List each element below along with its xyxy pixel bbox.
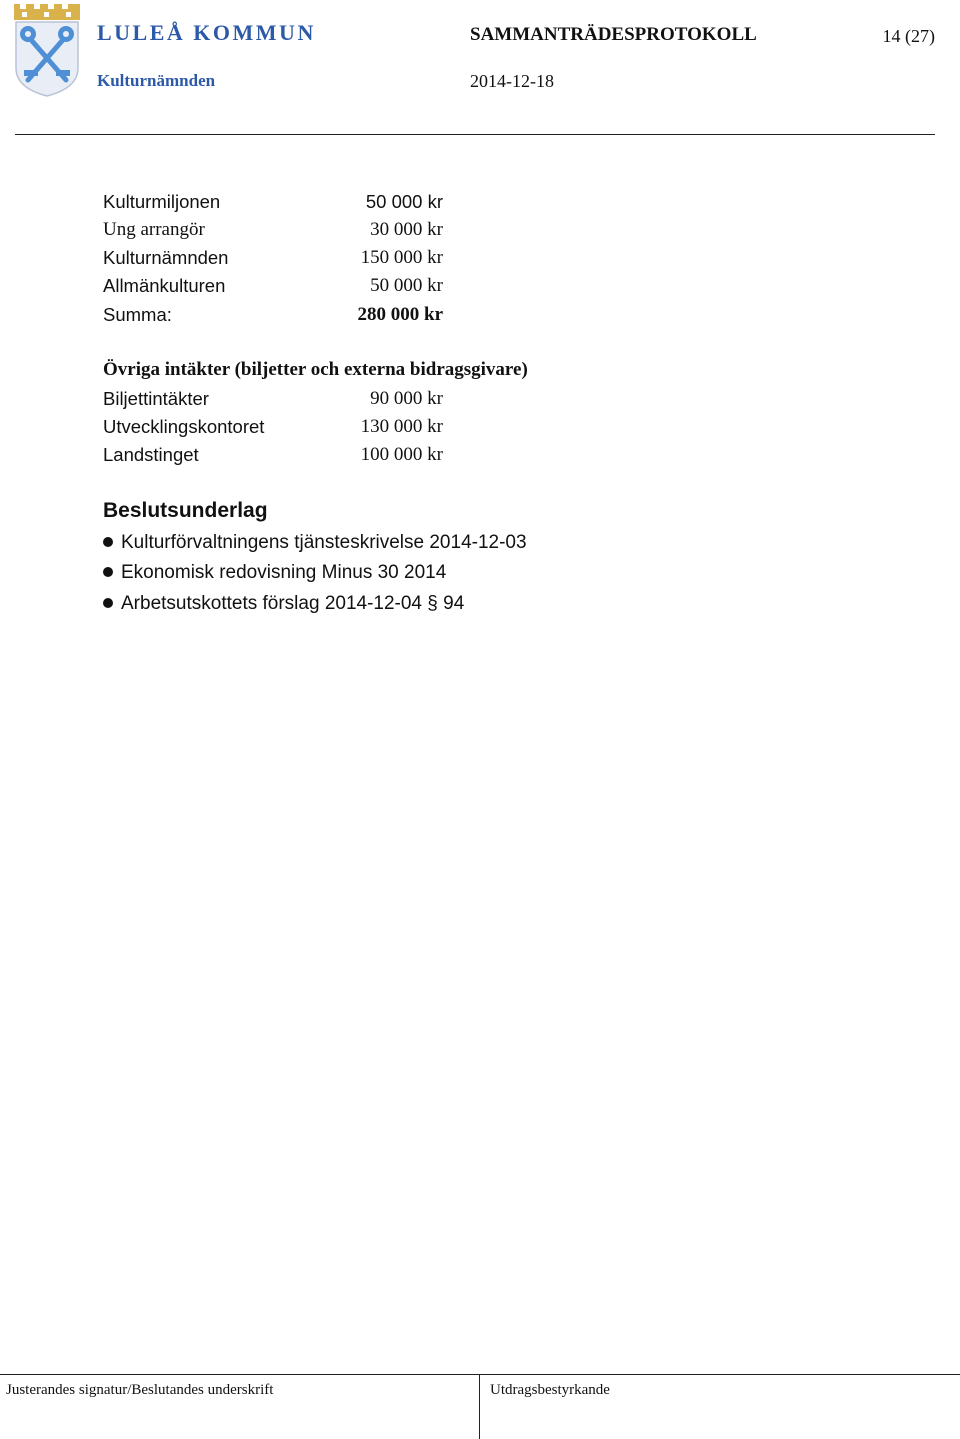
funding-label: Allmänkulturen bbox=[103, 275, 226, 296]
document-type: SAMMANTRÄDESPROTOKOLL bbox=[470, 24, 757, 45]
funding-label: Ung arrangör bbox=[103, 219, 205, 240]
header-divider bbox=[15, 134, 935, 135]
income-amount: 130 000 kr bbox=[360, 416, 443, 437]
footer-column-divider bbox=[479, 1374, 480, 1439]
income-amount: 100 000 kr bbox=[360, 444, 443, 465]
bullet-icon bbox=[103, 567, 113, 577]
bullet-icon bbox=[103, 537, 113, 547]
list-item-text: Kulturförvaltningens tjänsteskrivelse 2014-12-03 bbox=[121, 532, 527, 553]
list-item-text: Ekonomisk redovisning Minus 30 2014 bbox=[121, 562, 447, 583]
meeting-date: 2014-12-18 bbox=[470, 71, 554, 91]
bullet-icon bbox=[103, 598, 113, 608]
signature-label: Justerandes signatur/Beslutandes underskrift bbox=[6, 1382, 274, 1398]
organization-name: LULEÅ KOMMUN bbox=[97, 20, 316, 45]
page-number: 14 (27) bbox=[882, 26, 935, 46]
funding-amount: 150 000 kr bbox=[360, 247, 443, 268]
funding-total-amount: 280 000 kr bbox=[357, 304, 443, 325]
list-item bbox=[103, 589, 464, 619]
income-amount: 90 000 kr bbox=[370, 388, 443, 409]
certification-label: Utdragsbestyrkande bbox=[490, 1382, 610, 1398]
list-item-text: Arbetsutskottets förslag 2014-12-04 § 94 bbox=[121, 593, 465, 614]
other-income-heading: Övriga intäkter (biljetter och externa bidragsgivare) bbox=[103, 359, 528, 380]
footer-divider bbox=[0, 1374, 960, 1375]
department-name: Kulturnämnden bbox=[97, 71, 216, 90]
income-label: Utvecklingskontoret bbox=[103, 416, 265, 437]
income-label: Biljettintäkter bbox=[103, 388, 209, 409]
funding-label: Kulturmiljonen bbox=[103, 191, 221, 212]
funding-amount: 30 000 kr bbox=[370, 219, 443, 240]
list-item bbox=[103, 528, 527, 558]
funding-amount: 50 000 kr bbox=[365, 191, 443, 212]
funding-total-label: Summa: bbox=[103, 304, 172, 325]
coat-of-arms-logo bbox=[12, 4, 82, 98]
funding-label: Kulturnämnden bbox=[103, 247, 229, 268]
list-item bbox=[103, 558, 446, 588]
income-label: Landstinget bbox=[103, 444, 199, 465]
decision-basis-heading: Beslutsunderlag bbox=[103, 499, 268, 522]
funding-amount: 50 000 kr bbox=[370, 275, 443, 296]
